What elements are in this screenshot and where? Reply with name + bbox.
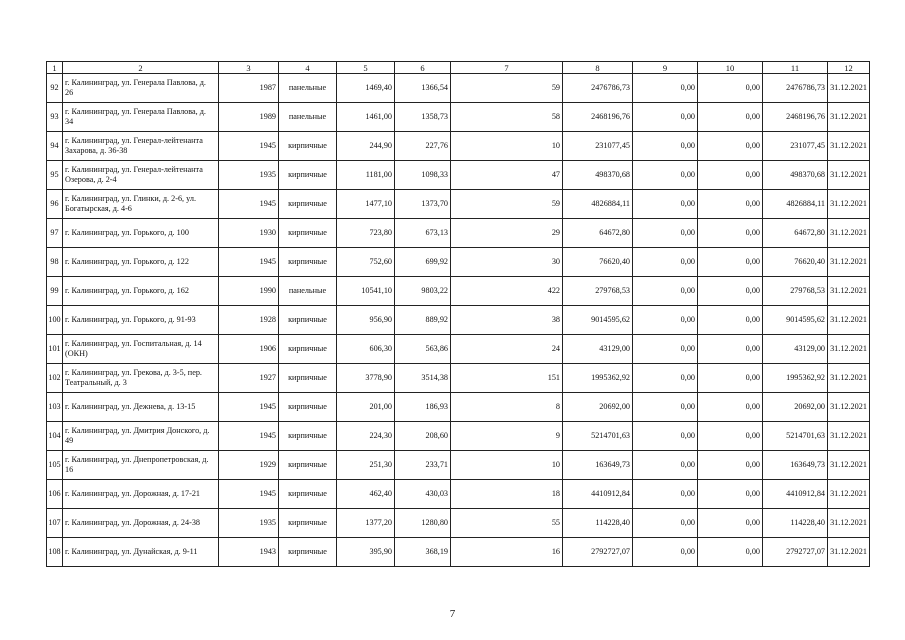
living-area-cell: 1098,33	[395, 161, 451, 190]
cost-cell: 43129,00	[563, 335, 633, 364]
date-cell: 31.12.2021	[828, 364, 870, 393]
material-cell: панельные	[279, 277, 337, 306]
date-cell: 31.12.2021	[828, 190, 870, 219]
material-cell: кирпичные	[279, 451, 337, 480]
date-cell: 31.12.2021	[828, 161, 870, 190]
address-cell: г. Калининград, ул. Генерала Павлова, д. 34	[63, 103, 219, 132]
value-cell: 0,00	[698, 219, 763, 248]
column-header: 8	[563, 62, 633, 74]
table-row	[47, 538, 870, 567]
residents-cell: 55	[451, 509, 563, 538]
residents-cell: 38	[451, 306, 563, 335]
value-cell: 0,00	[633, 306, 698, 335]
living-area-cell: 368,19	[395, 538, 451, 567]
date-cell: 31.12.2021	[828, 103, 870, 132]
cost-cell: 4410912,84	[563, 480, 633, 509]
residents-cell: 151	[451, 364, 563, 393]
cost-cell: 114228,40	[563, 509, 633, 538]
row-number: 103	[47, 393, 63, 422]
value-cell: 0,00	[698, 422, 763, 451]
column-header: 10	[698, 62, 763, 74]
value-cell: 0,00	[633, 335, 698, 364]
table-row	[47, 74, 870, 103]
value-cell: 0,00	[698, 248, 763, 277]
value-cell: 0,00	[698, 190, 763, 219]
total-cost-cell: 5214701,63	[763, 422, 828, 451]
address-cell: г. Калининград, ул. Горького, д. 122	[63, 248, 219, 277]
material-cell: кирпичные	[279, 538, 337, 567]
address-cell: г. Калининград, ул. Горького, д. 91-93	[63, 306, 219, 335]
row-number: 100	[47, 306, 63, 335]
date-cell: 31.12.2021	[828, 248, 870, 277]
header-row	[47, 62, 870, 74]
living-area-cell: 208,60	[395, 422, 451, 451]
table-row	[47, 248, 870, 277]
residents-cell: 29	[451, 219, 563, 248]
year-cell: 1987	[219, 74, 279, 103]
cost-cell: 4826884,11	[563, 190, 633, 219]
row-number: 94	[47, 132, 63, 161]
year-cell: 1945	[219, 422, 279, 451]
row-number: 98	[47, 248, 63, 277]
value-cell: 0,00	[698, 132, 763, 161]
residents-cell: 10	[451, 132, 563, 161]
residents-cell: 8	[451, 393, 563, 422]
address-cell: г. Калининград, ул. Генерал-лейтенанта Захарова, д. 36-38	[63, 132, 219, 161]
row-number: 99	[47, 277, 63, 306]
value-cell: 0,00	[633, 480, 698, 509]
living-area-cell: 1280,80	[395, 509, 451, 538]
living-area-cell: 563,86	[395, 335, 451, 364]
residents-cell: 59	[451, 190, 563, 219]
date-cell: 31.12.2021	[828, 132, 870, 161]
column-header: 2	[63, 62, 219, 74]
residents-cell: 24	[451, 335, 563, 364]
cost-cell: 76620,40	[563, 248, 633, 277]
cost-cell: 498370,68	[563, 161, 633, 190]
living-area-cell: 1366,54	[395, 74, 451, 103]
table-row	[47, 364, 870, 393]
total-cost-cell: 163649,73	[763, 451, 828, 480]
row-number: 96	[47, 190, 63, 219]
address-cell: г. Калининград, ул. Горького, д. 100	[63, 219, 219, 248]
living-area-cell: 1373,70	[395, 190, 451, 219]
year-cell: 1943	[219, 538, 279, 567]
residents-cell: 30	[451, 248, 563, 277]
table-row	[47, 335, 870, 364]
total-cost-cell: 2476786,73	[763, 74, 828, 103]
residents-cell: 16	[451, 538, 563, 567]
table-row	[47, 306, 870, 335]
value-cell: 0,00	[698, 306, 763, 335]
value-cell: 0,00	[698, 364, 763, 393]
column-header: 7	[451, 62, 563, 74]
total-cost-cell: 20692,00	[763, 393, 828, 422]
year-cell: 1928	[219, 306, 279, 335]
living-area-cell: 1358,73	[395, 103, 451, 132]
table-row	[47, 393, 870, 422]
total-cost-cell: 4826884,11	[763, 190, 828, 219]
living-area-cell: 227,76	[395, 132, 451, 161]
table-row	[47, 132, 870, 161]
total-area-cell: 1377,20	[337, 509, 395, 538]
table-row	[47, 480, 870, 509]
cost-cell: 2792727,07	[563, 538, 633, 567]
total-area-cell: 395,90	[337, 538, 395, 567]
column-header: 11	[763, 62, 828, 74]
date-cell: 31.12.2021	[828, 509, 870, 538]
value-cell: 0,00	[633, 538, 698, 567]
material-cell: кирпичные	[279, 132, 337, 161]
value-cell: 0,00	[633, 132, 698, 161]
residents-cell: 18	[451, 480, 563, 509]
material-cell: кирпичные	[279, 190, 337, 219]
living-area-cell: 699,92	[395, 248, 451, 277]
table-row	[47, 161, 870, 190]
address-cell: г. Калининград, ул. Дмитрия Донского, д. 49	[63, 422, 219, 451]
material-cell: кирпичные	[279, 219, 337, 248]
total-area-cell: 752,60	[337, 248, 395, 277]
address-cell: г. Калининград, ул. Глинки, д. 2-6, ул. Богатырская, д. 4-6	[63, 190, 219, 219]
material-cell: кирпичные	[279, 335, 337, 364]
year-cell: 1945	[219, 393, 279, 422]
total-area-cell: 1181,00	[337, 161, 395, 190]
total-area-cell: 1477,10	[337, 190, 395, 219]
cost-cell: 231077,45	[563, 132, 633, 161]
total-cost-cell: 4410912,84	[763, 480, 828, 509]
value-cell: 0,00	[698, 480, 763, 509]
value-cell: 0,00	[633, 277, 698, 306]
total-area-cell: 3778,90	[337, 364, 395, 393]
row-number: 101	[47, 335, 63, 364]
column-header: 5	[337, 62, 395, 74]
row-number: 106	[47, 480, 63, 509]
cost-cell: 2468196,76	[563, 103, 633, 132]
living-area-cell: 673,13	[395, 219, 451, 248]
cost-cell: 2476786,73	[563, 74, 633, 103]
date-cell: 31.12.2021	[828, 393, 870, 422]
address-cell: г. Калининград, ул. Генерала Павлова, д. 26	[63, 74, 219, 103]
year-cell: 1906	[219, 335, 279, 364]
material-cell: кирпичные	[279, 306, 337, 335]
value-cell: 0,00	[633, 451, 698, 480]
cost-cell: 279768,53	[563, 277, 633, 306]
material-cell: панельные	[279, 103, 337, 132]
total-area-cell: 606,30	[337, 335, 395, 364]
residents-cell: 422	[451, 277, 563, 306]
total-area-cell: 10541,10	[337, 277, 395, 306]
total-area-cell: 723,80	[337, 219, 395, 248]
total-cost-cell: 279768,53	[763, 277, 828, 306]
value-cell: 0,00	[698, 393, 763, 422]
address-cell: г. Калининград, ул. Грекова, д. 3-5, пер. Театральный, д. 3	[63, 364, 219, 393]
table-row	[47, 451, 870, 480]
value-cell: 0,00	[698, 74, 763, 103]
material-cell: кирпичные	[279, 422, 337, 451]
total-area-cell: 462,40	[337, 480, 395, 509]
total-cost-cell: 2792727,07	[763, 538, 828, 567]
column-header: 4	[279, 62, 337, 74]
cost-cell: 20692,00	[563, 393, 633, 422]
year-cell: 1945	[219, 480, 279, 509]
year-cell: 1990	[219, 277, 279, 306]
date-cell: 31.12.2021	[828, 480, 870, 509]
total-area-cell: 956,90	[337, 306, 395, 335]
date-cell: 31.12.2021	[828, 219, 870, 248]
residents-cell: 10	[451, 451, 563, 480]
residents-cell: 47	[451, 161, 563, 190]
year-cell: 1929	[219, 451, 279, 480]
living-area-cell: 3514,38	[395, 364, 451, 393]
living-area-cell: 233,71	[395, 451, 451, 480]
row-number: 108	[47, 538, 63, 567]
value-cell: 0,00	[698, 538, 763, 567]
total-cost-cell: 76620,40	[763, 248, 828, 277]
column-header: 3	[219, 62, 279, 74]
row-number: 93	[47, 103, 63, 132]
material-cell: кирпичные	[279, 393, 337, 422]
total-cost-cell: 114228,40	[763, 509, 828, 538]
total-area-cell: 224,30	[337, 422, 395, 451]
page-number: 7	[449, 608, 456, 620]
value-cell: 0,00	[698, 335, 763, 364]
year-cell: 1945	[219, 248, 279, 277]
row-number: 104	[47, 422, 63, 451]
row-number: 105	[47, 451, 63, 480]
total-area-cell: 1461,00	[337, 103, 395, 132]
address-cell: г. Калининград, ул. Дорожная, д. 17-21	[63, 480, 219, 509]
row-number: 97	[47, 219, 63, 248]
value-cell: 0,00	[698, 277, 763, 306]
residents-cell: 9	[451, 422, 563, 451]
year-cell: 1945	[219, 190, 279, 219]
value-cell: 0,00	[633, 509, 698, 538]
value-cell: 0,00	[698, 103, 763, 132]
total-cost-cell: 43129,00	[763, 335, 828, 364]
value-cell: 0,00	[633, 190, 698, 219]
date-cell: 31.12.2021	[828, 277, 870, 306]
table-row	[47, 277, 870, 306]
cost-cell: 64672,80	[563, 219, 633, 248]
date-cell: 31.12.2021	[828, 74, 870, 103]
value-cell: 0,00	[698, 451, 763, 480]
cost-cell: 5214701,63	[563, 422, 633, 451]
cost-cell: 163649,73	[563, 451, 633, 480]
date-cell: 31.12.2021	[828, 538, 870, 567]
address-cell: г. Калининград, ул. Дежнева, д. 13-15	[63, 393, 219, 422]
living-area-cell: 9803,22	[395, 277, 451, 306]
column-header: 9	[633, 62, 698, 74]
cost-cell: 9014595,62	[563, 306, 633, 335]
address-cell: г. Калининград, ул. Дорожная, д. 24-38	[63, 509, 219, 538]
living-area-cell: 889,92	[395, 306, 451, 335]
row-number: 102	[47, 364, 63, 393]
year-cell: 1935	[219, 161, 279, 190]
date-cell: 31.12.2021	[828, 422, 870, 451]
total-cost-cell: 9014595,62	[763, 306, 828, 335]
material-cell: кирпичные	[279, 364, 337, 393]
value-cell: 0,00	[633, 219, 698, 248]
residents-cell: 58	[451, 103, 563, 132]
row-number: 95	[47, 161, 63, 190]
total-area-cell: 251,30	[337, 451, 395, 480]
value-cell: 0,00	[633, 364, 698, 393]
residents-cell: 59	[451, 74, 563, 103]
address-cell: г. Калининград, ул. Госпитальная, д. 14 (ОКН)	[63, 335, 219, 364]
value-cell: 0,00	[698, 161, 763, 190]
table-row	[47, 103, 870, 132]
value-cell: 0,00	[633, 161, 698, 190]
value-cell: 0,00	[633, 248, 698, 277]
year-cell: 1927	[219, 364, 279, 393]
total-area-cell: 1469,40	[337, 74, 395, 103]
value-cell: 0,00	[633, 74, 698, 103]
value-cell: 0,00	[633, 393, 698, 422]
value-cell: 0,00	[633, 103, 698, 132]
total-area-cell: 244,90	[337, 132, 395, 161]
material-cell: кирпичные	[279, 509, 337, 538]
year-cell: 1989	[219, 103, 279, 132]
table-row	[47, 422, 870, 451]
address-cell: г. Калининград, ул. Дунайская, д. 9-11	[63, 538, 219, 567]
address-cell: г. Калининград, ул. Генерал-лейтенанта Озерова, д. 2-4	[63, 161, 219, 190]
table-row	[47, 509, 870, 538]
year-cell: 1935	[219, 509, 279, 538]
total-area-cell: 201,00	[337, 393, 395, 422]
table-row	[47, 219, 870, 248]
total-cost-cell: 231077,45	[763, 132, 828, 161]
material-cell: кирпичные	[279, 480, 337, 509]
date-cell: 31.12.2021	[828, 451, 870, 480]
address-cell: г. Калининград, ул. Горького, д. 162	[63, 277, 219, 306]
address-cell: г. Калининград, ул. Днепропетровская, д. 16	[63, 451, 219, 480]
year-cell: 1930	[219, 219, 279, 248]
date-cell: 31.12.2021	[828, 306, 870, 335]
material-cell: кирпичные	[279, 161, 337, 190]
living-area-cell: 186,93	[395, 393, 451, 422]
value-cell: 0,00	[698, 509, 763, 538]
cost-cell: 1995362,92	[563, 364, 633, 393]
living-area-cell: 430,03	[395, 480, 451, 509]
table-row	[47, 190, 870, 219]
total-cost-cell: 64672,80	[763, 219, 828, 248]
year-cell: 1945	[219, 132, 279, 161]
total-cost-cell: 1995362,92	[763, 364, 828, 393]
total-cost-cell: 2468196,76	[763, 103, 828, 132]
value-cell: 0,00	[633, 422, 698, 451]
housing-table	[46, 61, 870, 567]
row-number: 107	[47, 509, 63, 538]
column-header: 12	[828, 62, 870, 74]
material-cell: кирпичные	[279, 248, 337, 277]
total-cost-cell: 498370,68	[763, 161, 828, 190]
column-header: 6	[395, 62, 451, 74]
material-cell: панельные	[279, 74, 337, 103]
date-cell: 31.12.2021	[828, 335, 870, 364]
row-number: 92	[47, 74, 63, 103]
column-header: 1	[47, 62, 63, 74]
